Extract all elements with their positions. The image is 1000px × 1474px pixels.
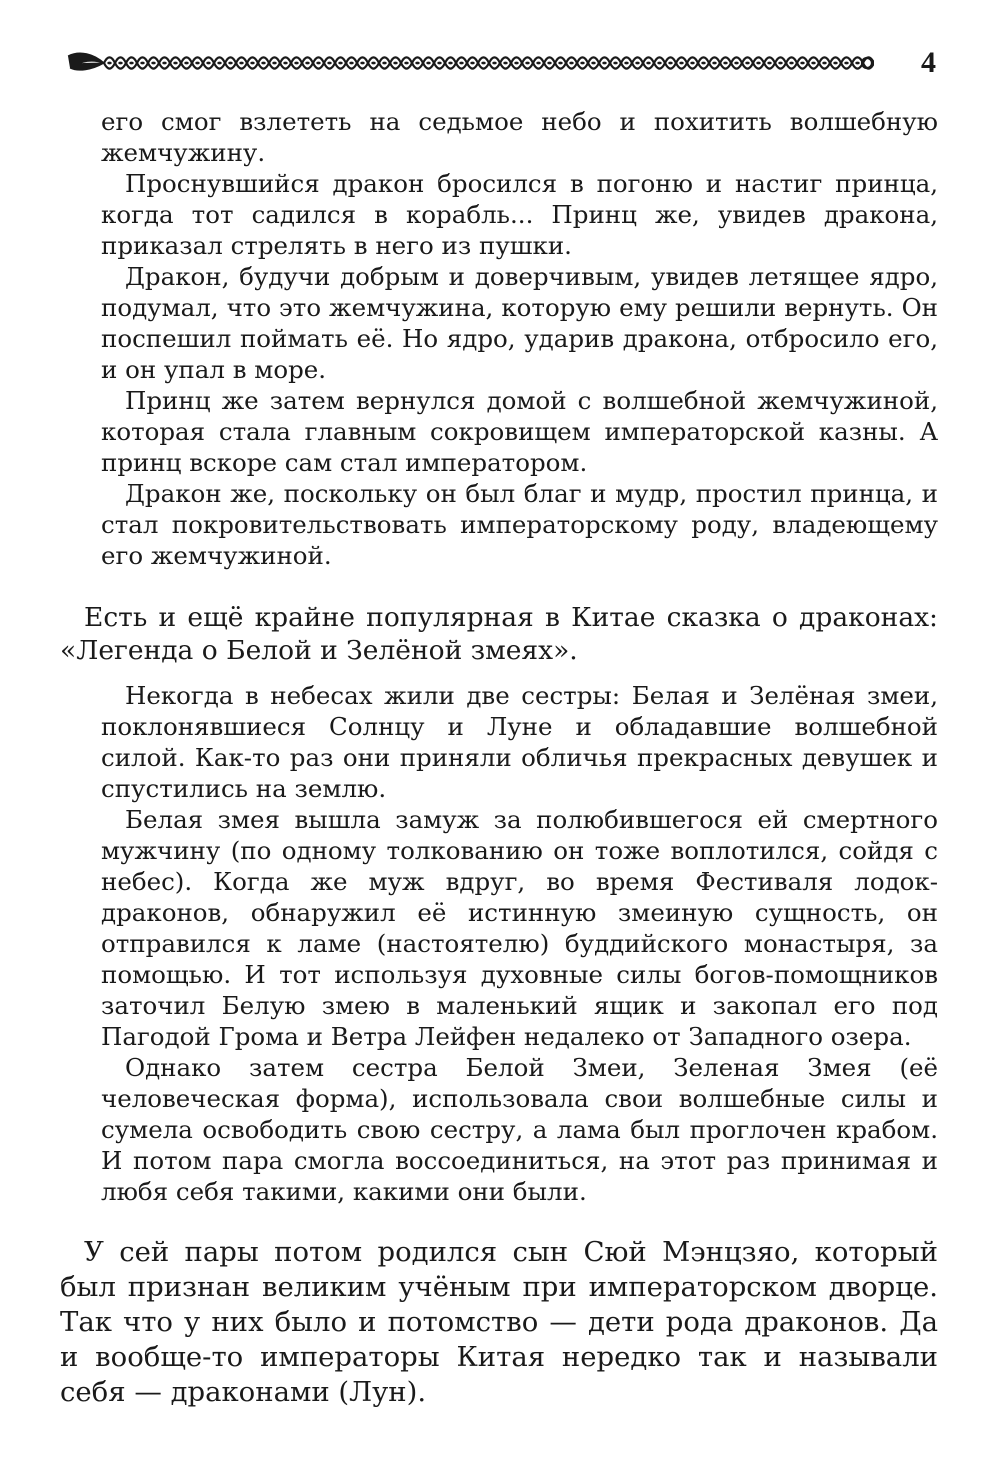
body-paragraph-conclusion — [60, 1235, 938, 1410]
ornament-bead — [723, 62, 727, 65]
ornament-bead — [503, 62, 507, 65]
ornament-bead — [349, 62, 353, 65]
ornament-bead — [745, 62, 749, 65]
ornament-bead — [184, 62, 188, 65]
ornament-bead — [822, 62, 826, 65]
ornament-bead — [481, 62, 485, 65]
ornament-bead — [448, 62, 452, 65]
ornament-bead — [206, 62, 210, 65]
ornament-bead — [151, 62, 155, 65]
ornament-bead — [426, 62, 430, 65]
ornament-bead — [459, 62, 463, 65]
ornament-bead — [371, 62, 375, 65]
ornament-bead — [701, 62, 705, 65]
ornament-bead — [855, 62, 859, 65]
ornament-bead — [338, 62, 342, 65]
ornament-bead — [756, 62, 760, 65]
quote-paragraph: Белая змея вышла замуж за полюбившегося ей смертного мужчину (по одному толкованию он тоже воплотился, сойдя с небес). Когда же муж вдруг, во время Фестиваля лодок-драконов, обнаружил её истинную змеиную сущность, он отправился к ламе (настоятелю) буддийского монастыря, за помощью. И тот используя духовные силы богов-помощников заточил Белую змею в маленький ящик и закопал его под Пагодой Грома и Ветра Лейфен недалеко от Западного озера. — [101, 805, 938, 1051]
ornament-bead — [261, 62, 265, 65]
ornament-bead — [415, 62, 419, 65]
body-paragraph: У сей пары потом родился сын Сюй Мэнцзяо, который был признан великим учёным при императорском дворце. Так что у них было и потомство — дети рода драконов. Да и вообще-то императоры Китая нередко так и называли себя — драконами (Лун). — [60, 1236, 938, 1408]
ornament-bead — [239, 62, 243, 65]
ornament-bead — [118, 62, 122, 65]
ornament-bead — [272, 62, 276, 65]
ornament-bead — [547, 62, 551, 65]
quote-paragraph: Некогда в небесах жили две сестры: Белая и Зелёная змеи, поклонявшиеся Солнцу и Луне и обладавшие волшебной силой. Как-то раз они приняли обличья прекрасных девушек и спустились на землю. — [101, 681, 938, 803]
ornament-bead — [734, 62, 738, 65]
ornament-bead — [657, 62, 661, 65]
quote-block-pearl-legend — [101, 106, 938, 571]
ornament-bead — [635, 62, 639, 65]
ornament-bead — [360, 62, 364, 65]
ornament-bead — [327, 62, 331, 65]
ornament-bead — [569, 62, 573, 65]
ornament-bead — [173, 62, 177, 65]
quote-block-white-snake — [101, 680, 938, 1207]
ornament-bead — [712, 62, 716, 65]
ornament-bead — [140, 62, 144, 65]
quote-paragraph: Проснувшийся дракон бросился в погоню и настиг принца, когда тот садился в корабль... Принц же, увидев дракона, приказал стрелять в него из пушки. — [101, 169, 938, 260]
body-paragraph: Есть и ещё крайне популярная в Китае сказка о драконах: «Легенда о Белой и Зелёной змеях». — [60, 602, 938, 666]
ornament-bead — [228, 62, 232, 65]
ornament-bead — [811, 62, 815, 65]
quote-paragraph: его смог взлететь на седьмое небо и похитить волшебную жемчужину. — [101, 107, 938, 167]
ornament-bead — [437, 62, 441, 65]
ornament-bead — [624, 62, 628, 65]
ornament-bead — [382, 62, 386, 65]
ornament-bead — [789, 62, 793, 65]
ornament-leaf-flourish — [68, 53, 104, 70]
body-paragraph-intro — [60, 601, 938, 667]
ornament-bead — [162, 62, 166, 65]
ornament-bead — [833, 62, 837, 65]
ornament-bead — [580, 62, 584, 65]
ornament-bead — [393, 62, 397, 65]
ornament-bead — [404, 62, 408, 65]
ornament-bead — [800, 62, 804, 65]
ornament-bead — [217, 62, 221, 65]
ornament-bead — [690, 62, 694, 65]
ornament-bead — [250, 62, 254, 65]
ornament-bead — [679, 62, 683, 65]
ornament-bead — [613, 62, 617, 65]
page-header — [60, 44, 940, 82]
ornament-bead — [778, 62, 782, 65]
ornamental-rule — [66, 48, 874, 78]
ornament-bead — [514, 62, 518, 65]
ornament-bead — [646, 62, 650, 65]
quote-paragraph: Дракон, будучи добрым и доверчивым, увидев летящее ядро, подумал, что это жемчужина, которую ему решили вернуть. Он поспешил поймать её. Но ядро, ударив дракона, отбросило его, и он упал в море. — [101, 262, 938, 384]
ornament-bead — [195, 62, 199, 65]
ornament-bead — [767, 62, 771, 65]
ornament-bead — [558, 62, 562, 65]
ornament-bead — [294, 62, 298, 65]
ornament-bead — [536, 62, 540, 65]
quote-paragraph: Дракон же, поскольку он был благ и мудр, простил принца, и стал покровительствовать императорскому роду, владеющему его жемчужиной. — [101, 479, 938, 570]
ornament-bead — [283, 62, 287, 65]
ornament-bead — [470, 62, 474, 65]
page-number: 4 — [921, 46, 936, 79]
ornament-bead — [129, 62, 133, 65]
quote-paragraph: Принц же затем вернулся домой с волшебной жемчужиной, которая стала главным сокровищем императорской казны. А принц вскоре сам стал императором. — [101, 386, 938, 477]
ornament-bead — [602, 62, 606, 65]
ornament-bead — [525, 62, 529, 65]
ornament-bead — [844, 62, 848, 65]
quote-paragraph: Однако затем сестра Белой Змеи, Зеленая Змея (её человеческая форма), использовала свои волшебные силы и сумела освободить свою сестру, а лама был проглочен крабом. И потом пара смогла воссоединиться, на этот раз принимая и любя себя такими, какими они были. — [101, 1053, 938, 1206]
ornament-bead — [107, 62, 111, 65]
ornament-bead — [492, 62, 496, 65]
ornament-bead — [305, 62, 309, 65]
ornament-bead — [668, 62, 672, 65]
ornament-bead — [591, 62, 595, 65]
ornament-bead — [316, 62, 320, 65]
